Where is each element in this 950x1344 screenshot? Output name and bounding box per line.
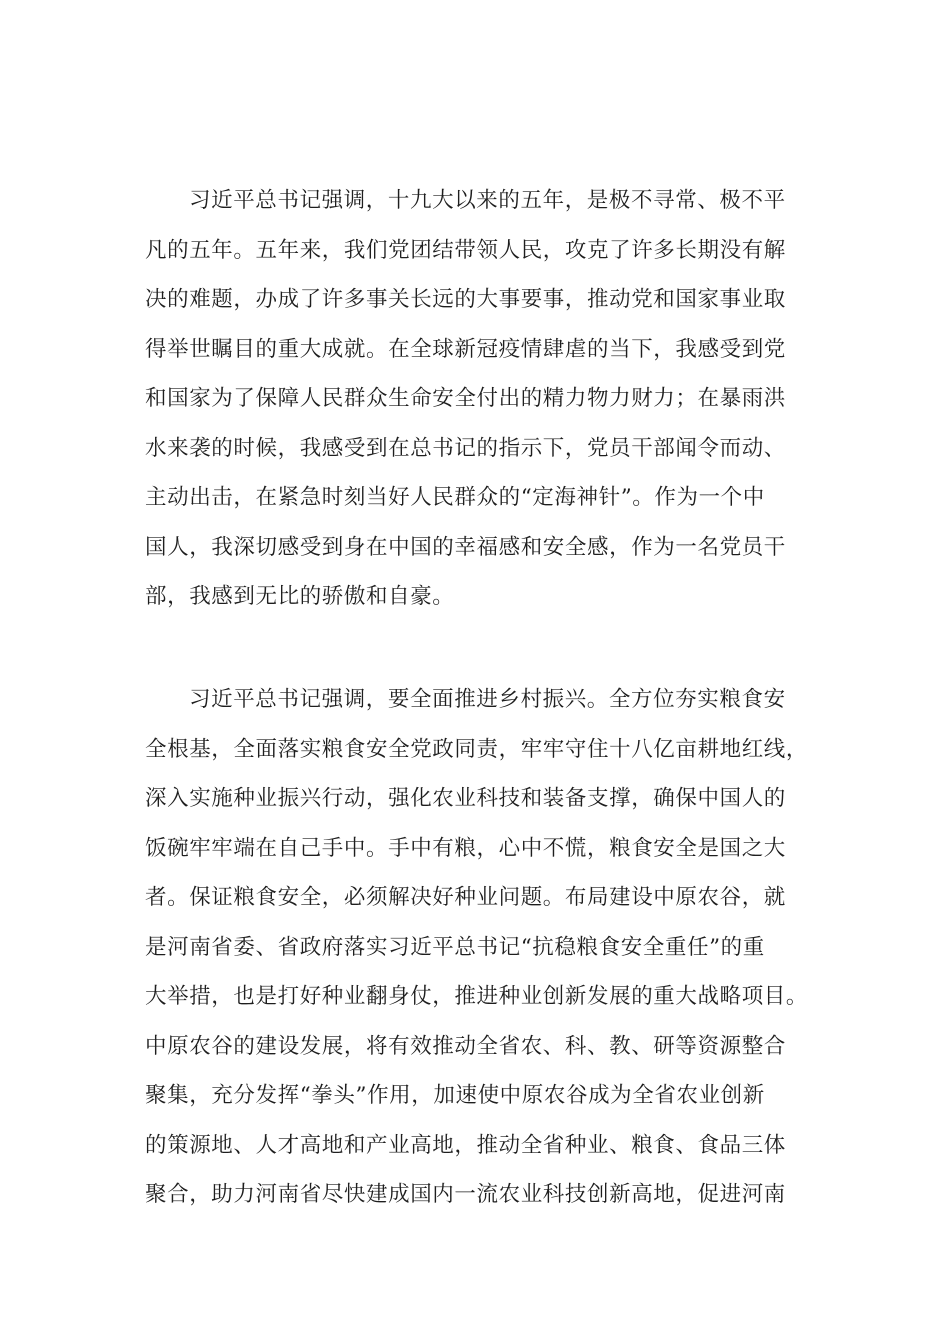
paragraph-line: 主动出击，在紧急时刻当好人民群众的“定海神针”。作为一个中 — [145, 485, 765, 510]
paragraph-line: 中原农谷的建设发展，将有效推动全省农、科、教、研等资源整合 — [145, 1033, 786, 1059]
paragraph-line: 部，我感到无比的骄傲和自豪。 — [145, 584, 455, 609]
paragraph-line: 大举措，也是打好种业翻身仗，推进种业创新发展的重大战略项目。 — [145, 984, 809, 1009]
paragraph-line: 得举世瞩目的重大成就。在全球新冠疫情肆虐的当下，我感受到党 — [145, 336, 786, 362]
paragraph-line: 是河南省委、省政府落实习近平总书记“抗稳粮食安全重任”的重 — [145, 934, 765, 960]
paragraph-2 — [145, 675, 825, 1220]
paragraph-line: 饭碗牢牢端在自己手中。手中有粮，心中不慌，粮食安全是国之大 — [145, 835, 786, 861]
paragraph-line: 习近平总书记强调，要全面推进乡村振兴。全方位夯实粮食安 — [189, 687, 786, 712]
paragraph-line: 的策源地、人才高地和产业高地，推动全省种业、粮食、食品三体 — [145, 1132, 786, 1158]
paragraph-line: 聚合，助力河南省尽快建成国内一流农业科技创新高地，促进河南 — [145, 1182, 786, 1207]
paragraph-line: 全根基，全面落实粮食安全党政同责，牢牢守住十八亿亩耕地红线， — [145, 736, 809, 762]
paragraph-line: 聚集，充分发挥“拳头”作用，加速使中原农谷成为全省农业创新 — [145, 1083, 765, 1108]
paragraph-line: 国人，我深切感受到身在中国的幸福感和安全感，作为一名党员干 — [145, 534, 786, 560]
paragraph-line: 者。保证粮食安全，必须解决好种业问题。布局建设中原农谷，就 — [145, 885, 786, 910]
paragraph-line: 决的难题，办成了许多事关长远的大事要事，推动党和国家事业取 — [145, 287, 786, 312]
paragraph-line: 水来袭的时候，我感受到在总书记的指示下，党员干部闻令而动、 — [145, 435, 786, 461]
paragraph-line: 和国家为了保障人民群众生命安全付出的精力物力财力；在暴雨洪 — [145, 386, 786, 411]
paragraph-line: 凡的五年。五年来，我们党团结带领人民，攻克了许多长期没有解 — [145, 237, 786, 263]
paragraph-line: 习近平总书记强调，十九大以来的五年，是极不寻常、极不平 — [189, 188, 786, 213]
paragraph-1 — [145, 176, 825, 622]
paragraph-line: 深入实施种业振兴行动，强化农业科技和装备支撑，确保中国人的 — [145, 786, 786, 811]
